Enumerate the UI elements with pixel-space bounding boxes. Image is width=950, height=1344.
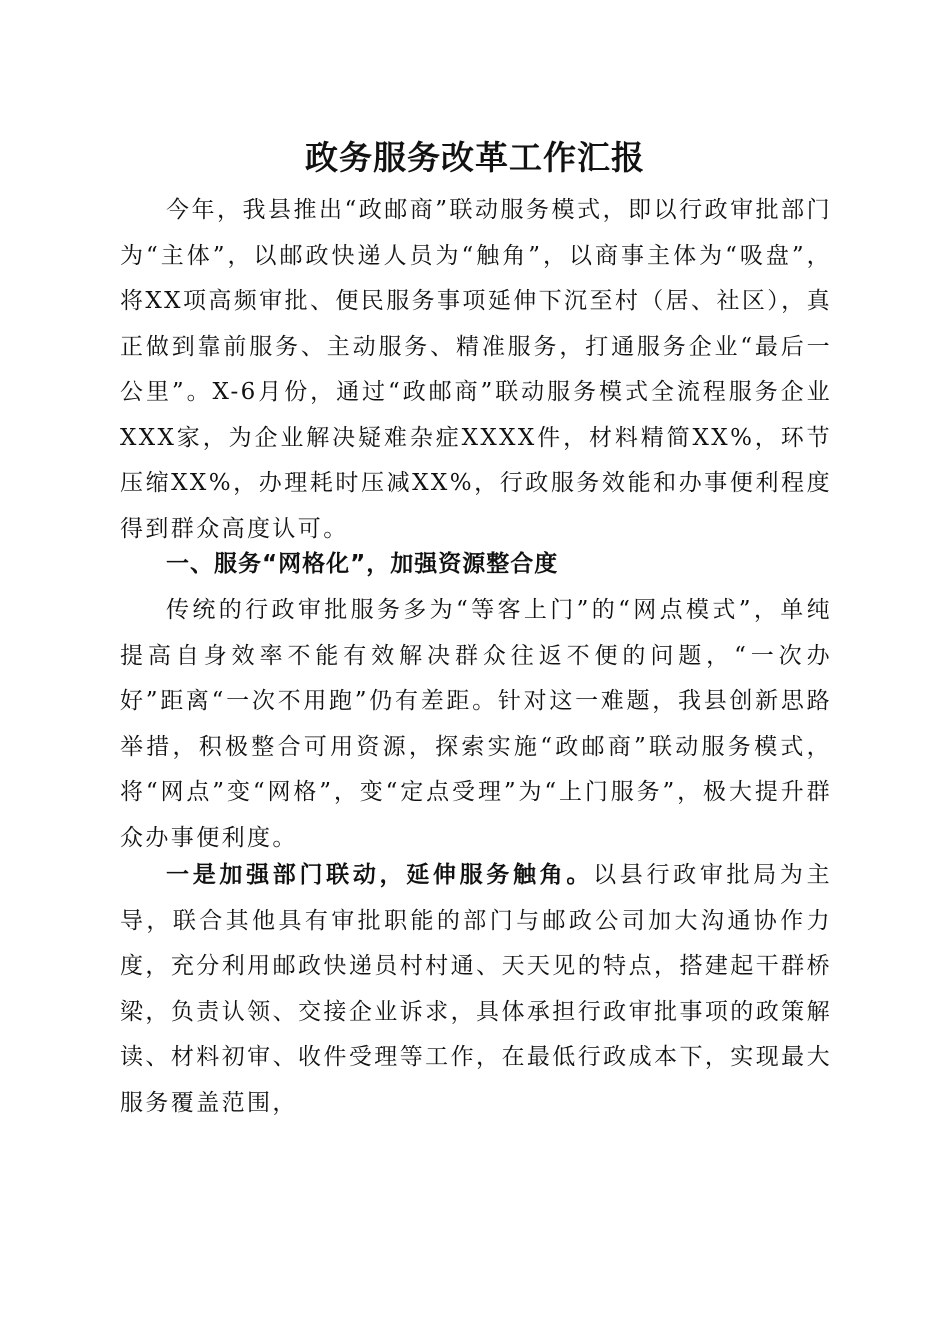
- intro-paragraph: 今年，我县推出“政邮商”联动服务模式，即以行政审批部门为“主体”，以邮政快递人员为“触角”，以商事主体为“吸盘”，将XX项高频审批、便民服务事项延伸下沉至村（居、社区），真正做到靠前服务、主动服务、精准服务，打通服务企业“最后一公里”。X-6月份，通过“政邮商”联动服务模式全流程服务企业XXX家，为企业解决疑难杂症XXXX件，材料精简XX%，环节压缩XX%，办理耗时压减XX%，行政服务效能和办事便利程度得到群众高度认可。: [120, 197, 832, 542]
- item-1-lead: 一是加强部门联动，延伸服务触角。: [166, 861, 594, 888]
- section-heading-1: 一、服务“网格化”，加强资源整合度: [166, 551, 559, 577]
- item-1-text: 以县行政审批局为主导，联合其他具有审批职能的部门与邮政公司加大沟通协作力度，充分利用邮政快递员村村通、天天见的特点，搭建起干群桥梁，负责认领、交接企业诉求，具体承担行政审批事项的政策解读、材料初审、收件受理等工作，在最低行政成本下，实现最大服务覆盖范围，: [120, 862, 832, 1116]
- section-1-paragraph: 传统的行政审批服务多为“等客上门”的“网点模式”，单纯提高自身效率不能有效解决群众往返不便的问题，“一次办好”距离“一次不用跑”仍有差距。针对这一难题，我县创新思路举措，积极整合可用资源，探索实施“政邮商”联动服务模式，将“网点”变“网格”，变“定点受理”为“上门服务”，极大提升群众办事便利度。: [120, 597, 832, 851]
- document-title: 政务服务改革工作汇报: [305, 138, 645, 177]
- section-1-item-1: [120, 852, 832, 1126]
